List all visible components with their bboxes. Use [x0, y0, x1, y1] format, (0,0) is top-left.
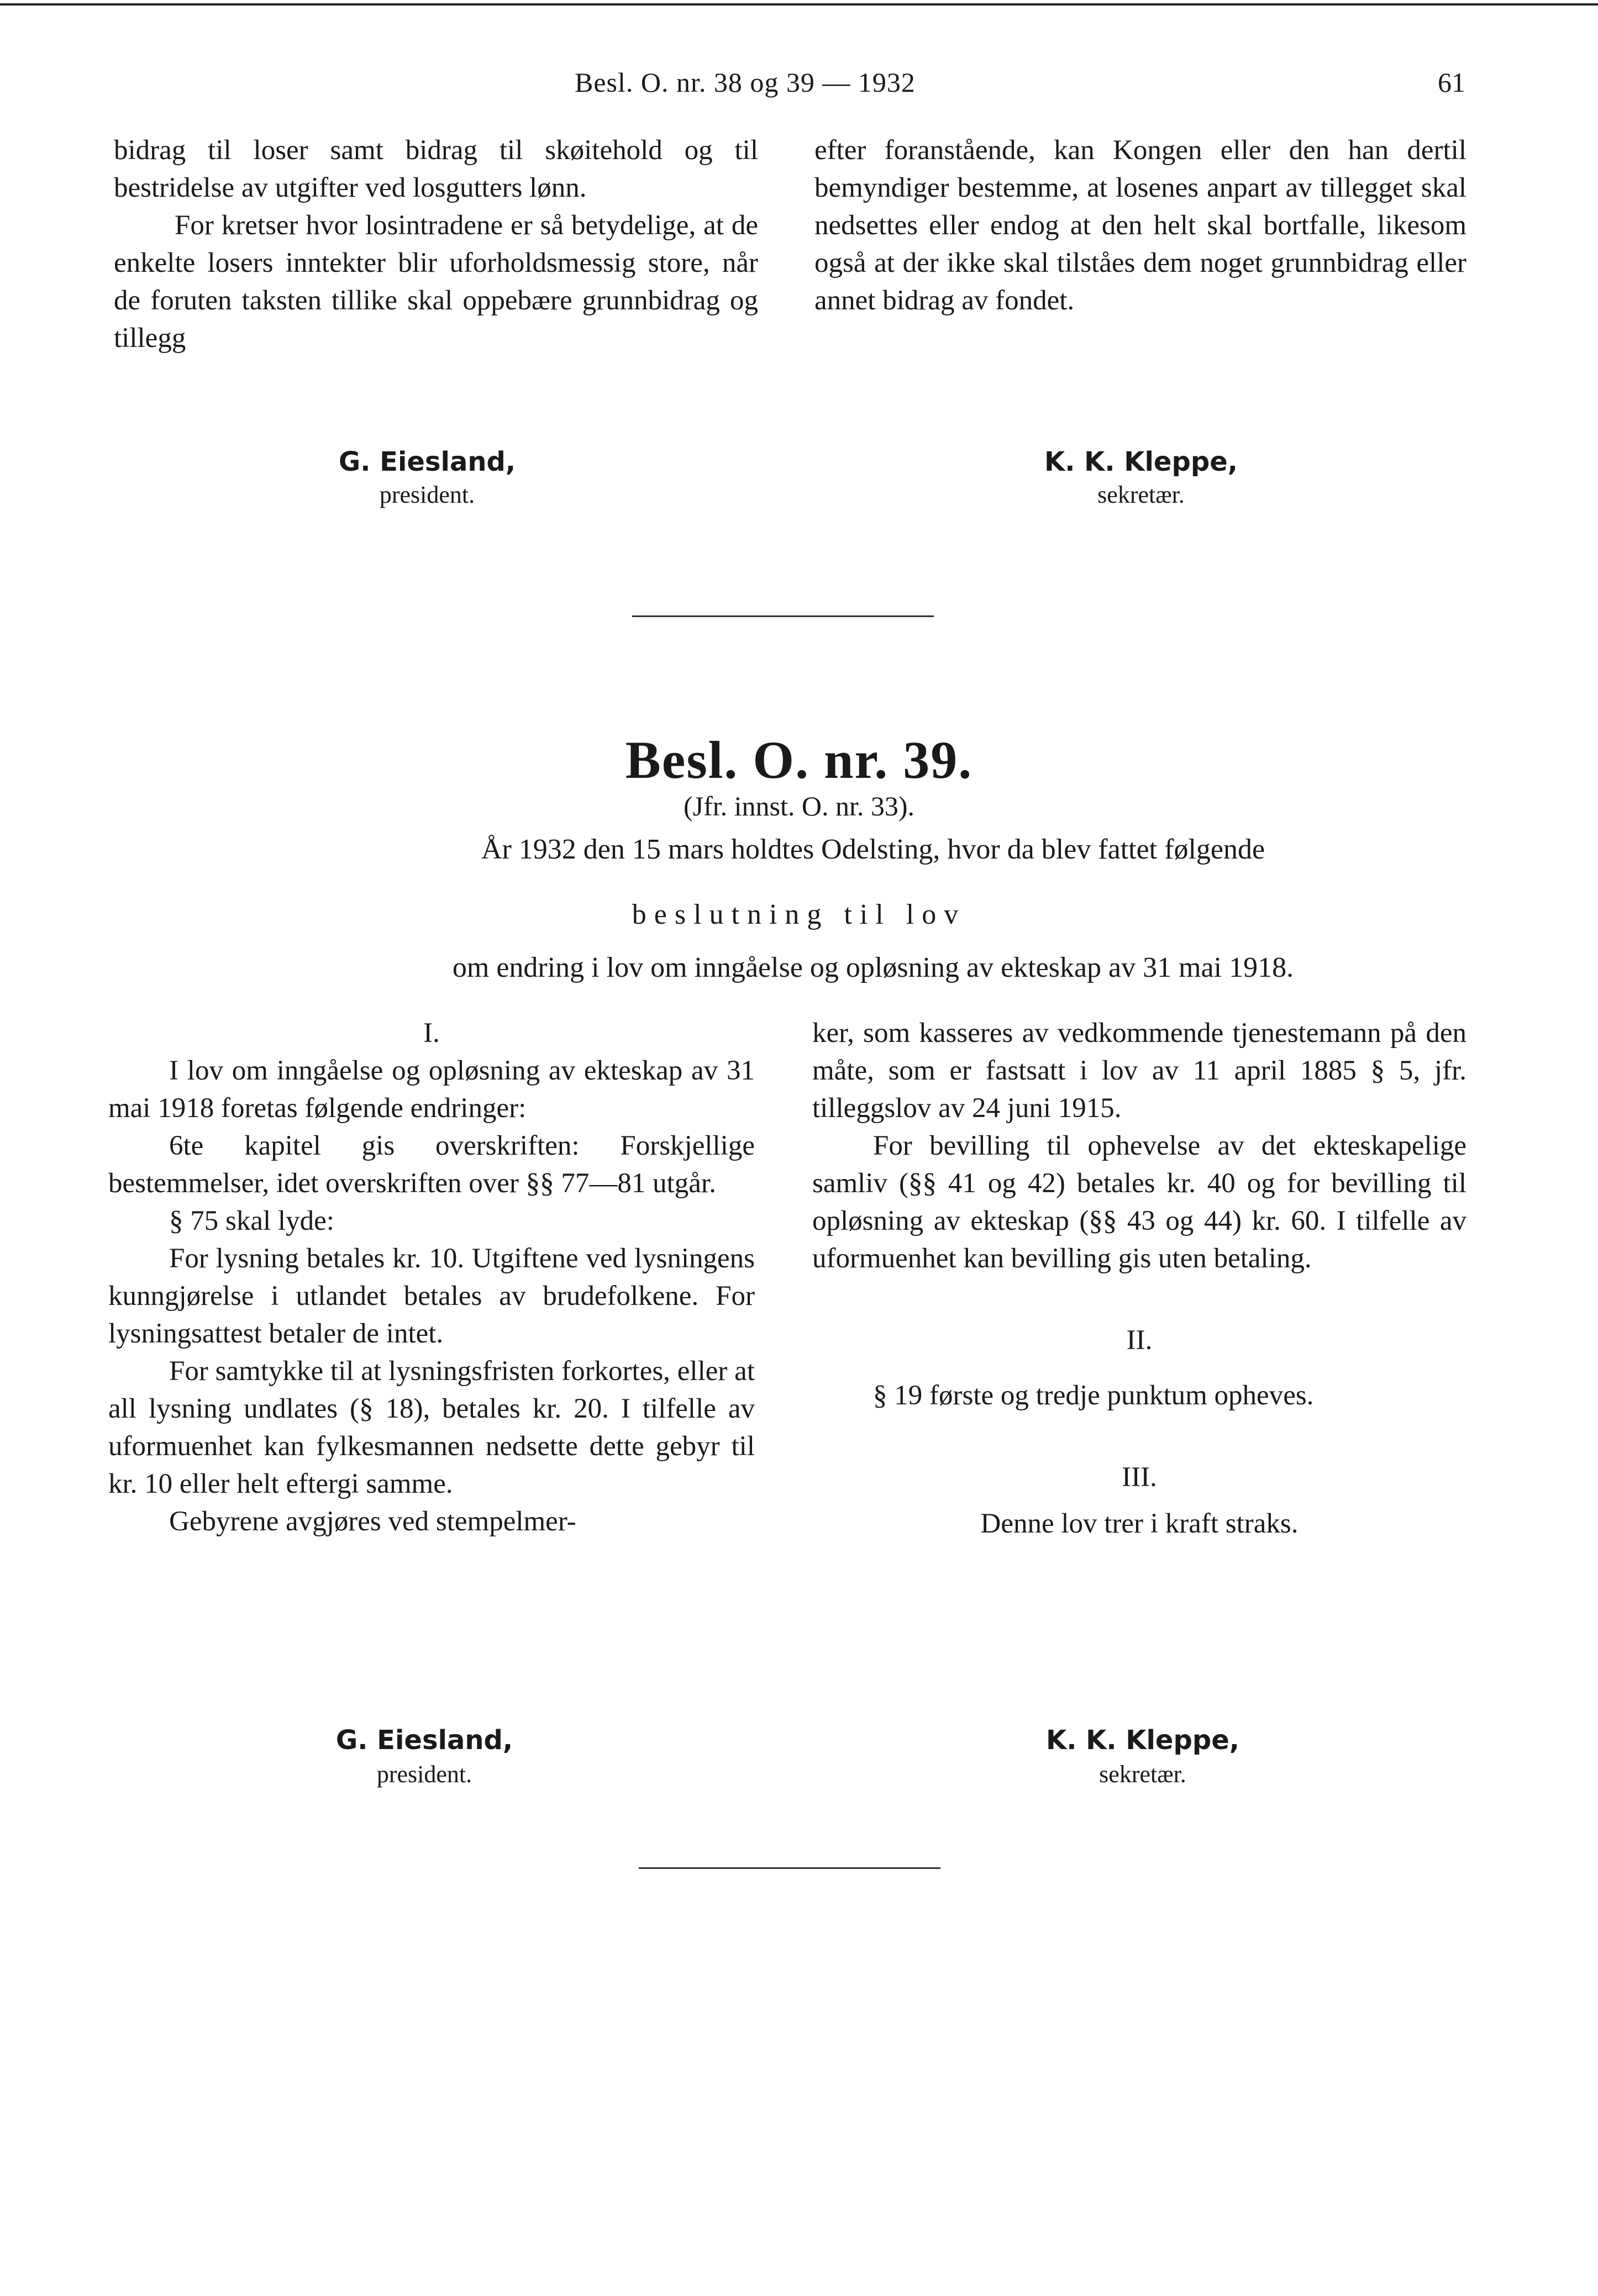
paragraph: I lov om inngåelse og opløsning av ekteskap av 31 mai 1918 foretas følgende endringer:: [108, 1055, 755, 1124]
part1-left-column: [114, 131, 758, 357]
decision-label: beslutning til lov: [632, 899, 966, 930]
decision-title: Besl. O. nr. 39.: [625, 730, 973, 789]
decision-intro: År 1932 den 15 mars holdtes Odelsting, hvor da blev fattet følgende: [481, 834, 1265, 865]
paragraph: § 19 første og tredje punktum opheves.: [873, 1380, 1314, 1411]
top-rule: [0, 3, 1598, 6]
paragraph: For bevilling til ophevelse av det ekteskapelige samliv (§§ 41 og 42) betales kr. 40 og for bevilling til opløsning av ekteskap (§§ 43 og 44) kr. 60. I tilfelle av uformuenhet kan bevilling gis uten betaling.: [812, 1130, 1466, 1274]
paragraph: Denne lov trer i kraft straks.: [980, 1508, 1299, 1539]
paragraph: § 75 skal lyde:: [169, 1205, 334, 1236]
paragraph: 6te kapitel gis overskriften: Forskjellige bestemmelser, idet overskriften over §§ 77—81 utgår.: [108, 1130, 755, 1199]
signature-president-role: president.: [379, 481, 475, 508]
header-title: Besl. O. nr. 38 og 39 — 1932: [575, 67, 916, 98]
decision-reference: (Jfr. innst. O. nr. 33).: [683, 791, 915, 821]
signature-secretary-name: K. K. Kleppe,: [1044, 446, 1238, 477]
part2-right-column: [812, 1014, 1466, 1542]
end-divider: [639, 1867, 940, 1869]
decision-subject: om endring i lov om inngåelse og opløsning av ekteskap av 31 mai 1918.: [452, 952, 1294, 983]
section-heading-ii: II.: [1126, 1325, 1153, 1356]
page-header: [0, 60, 1598, 109]
signature-secretary-role: sekretær.: [1097, 481, 1185, 508]
page-number: 61: [1438, 67, 1465, 98]
signature-secretary-role: sekretær.: [1099, 1761, 1186, 1788]
part2-left-column: [108, 1014, 755, 1540]
paragraph: ker, som kasseres av vedkommende tjenestemann på den måte, som er fastsatt i lov av 11 april 1885 § 5, jfr. tilleggslov av 24 juni 1915.: [812, 1018, 1466, 1124]
signature-secretary-name: K. K. Kleppe,: [1046, 1725, 1239, 1756]
signature-president-name: G. Eiesland,: [338, 446, 516, 477]
paragraph: efter foranstående, kan Kongen eller den han dertil bemyndiger bestemme, at losenes anpart av tillegget skal nedsettes eller endog at den helt skal bortfalle, likesom også at der ikke skal tilståes dem noget grunnbidrag eller annet bidrag av fondet.: [814, 135, 1466, 316]
paragraph: bidrag til loser samt bidrag til skøitehold og til bestridelse av utgifter ved losgutters lønn.: [114, 135, 758, 203]
signature-president-name: G. Eiesland,: [335, 1725, 513, 1756]
section-heading-i: I.: [423, 1018, 440, 1049]
part1-right-column: [814, 131, 1466, 319]
paragraph: For kretser hvor losintradene er så betydelige, at de enkelte losers inntekter blir uforholdsmessig store, når de foruten taksten tillike skal oppebære grunnbidrag og tillegg: [114, 210, 758, 354]
paragraph: Gebyrene avgjøres ved stempelmer-: [169, 1506, 576, 1537]
paragraph: For samtykke til at lysningsfristen forkortes, eller at all lysning undlates (§ 18), betales kr. 20. I tilfelle av uformuenhet kan fylkesmannen nedsette dette gebyr til kr. 10 eller helt eftergi samme.: [108, 1356, 755, 1499]
paragraph: For lysning betales kr. 10. Utgiftene ved lysningens kunngjørelse i utlandet betales av brudefolkene. For lysningsattest betaler de intet.: [108, 1243, 755, 1349]
section-divider: [632, 615, 934, 617]
signature-president-role: president.: [376, 1761, 472, 1788]
section-heading-iii: III.: [1122, 1462, 1157, 1493]
